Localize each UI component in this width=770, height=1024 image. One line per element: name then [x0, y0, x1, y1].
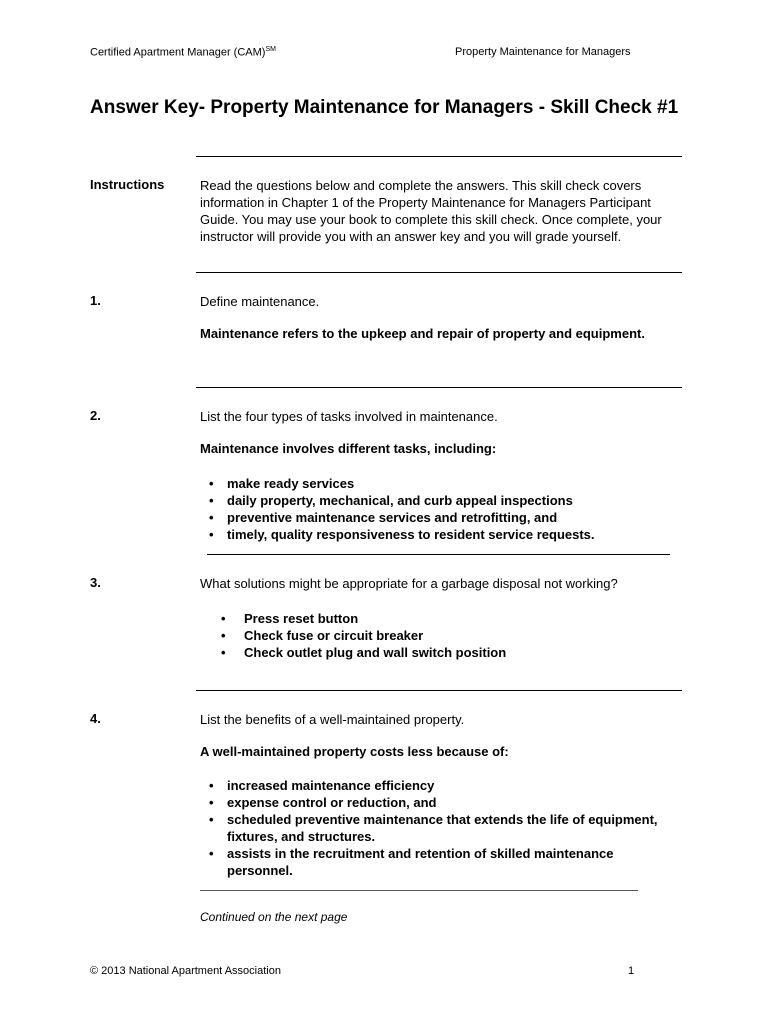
list-item: • assists in the recruitment and retention of skilled maintenance personnel.	[209, 845, 659, 879]
divider	[196, 690, 682, 691]
instructions-label: Instructions	[90, 177, 165, 192]
list-item: • preventive maintenance services and retrofitting, and	[209, 509, 669, 526]
list-item: • Check fuse or circuit breaker	[217, 627, 667, 644]
answer-bullet-list	[209, 777, 659, 879]
answer-bullet-list	[209, 475, 669, 543]
list-item: • Press reset button	[217, 610, 667, 627]
continued-note: Continued on the next page	[200, 910, 348, 924]
question-number: 1.	[90, 293, 101, 308]
list-item: • timely, quality responsiveness to resident service requests.	[209, 526, 669, 543]
footer-copyright: © 2013 National Apartment Association	[90, 965, 281, 977]
list-item: • increased maintenance efficiency	[209, 777, 659, 794]
question-number: 2.	[90, 408, 101, 423]
answer-text: Maintenance refers to the upkeep and repair of property and equipment.	[200, 326, 645, 341]
document-title: Answer Key- Property Maintenance for Managers - Skill Check #1	[90, 97, 679, 118]
divider	[207, 554, 670, 555]
list-item: • expense control or reduction, and	[209, 794, 659, 811]
header-left-text: Certified Apartment Manager (CAM)	[90, 46, 266, 59]
question-text: List the four types of tasks involved in maintenance.	[200, 409, 498, 424]
instructions-text: Read the questions below and complete the answers. This skill check covers information in Chapter 1 of the Property Maintenance for Managers Participant Guide. You may use your book to complete this skill check. Once complete, your instructor will provide you with an answer key and you will grade yourself.	[200, 178, 662, 244]
page-header-left	[90, 46, 276, 59]
question-text: List the benefits of a well-maintained property.	[200, 712, 465, 727]
list-item: • daily property, mechanical, and curb appeal inspections	[209, 492, 669, 509]
question-number: 4.	[90, 711, 101, 726]
divider	[196, 156, 682, 157]
question-number: 3.	[90, 575, 101, 590]
list-item: • Check outlet plug and wall switch position	[217, 644, 667, 661]
header-service-mark: SM	[265, 46, 276, 53]
divider	[200, 890, 638, 891]
answer-bullet-list	[217, 610, 667, 661]
question-text: Define maintenance.	[200, 294, 320, 309]
divider	[196, 387, 682, 388]
page-header-right: Property Maintenance for Managers	[455, 46, 631, 58]
divider	[196, 272, 682, 273]
question-text: What solutions might be appropriate for a garbage disposal not working?	[200, 576, 618, 591]
page-number: 1	[628, 965, 635, 977]
list-item: • scheduled preventive maintenance that extends the life of equipment, fixtures, and structures.	[209, 811, 659, 845]
answer-text: Maintenance involves different tasks, including:	[200, 441, 497, 456]
answer-text: A well-maintained property costs less because of:	[200, 744, 509, 759]
list-item: • make ready services	[209, 475, 669, 492]
